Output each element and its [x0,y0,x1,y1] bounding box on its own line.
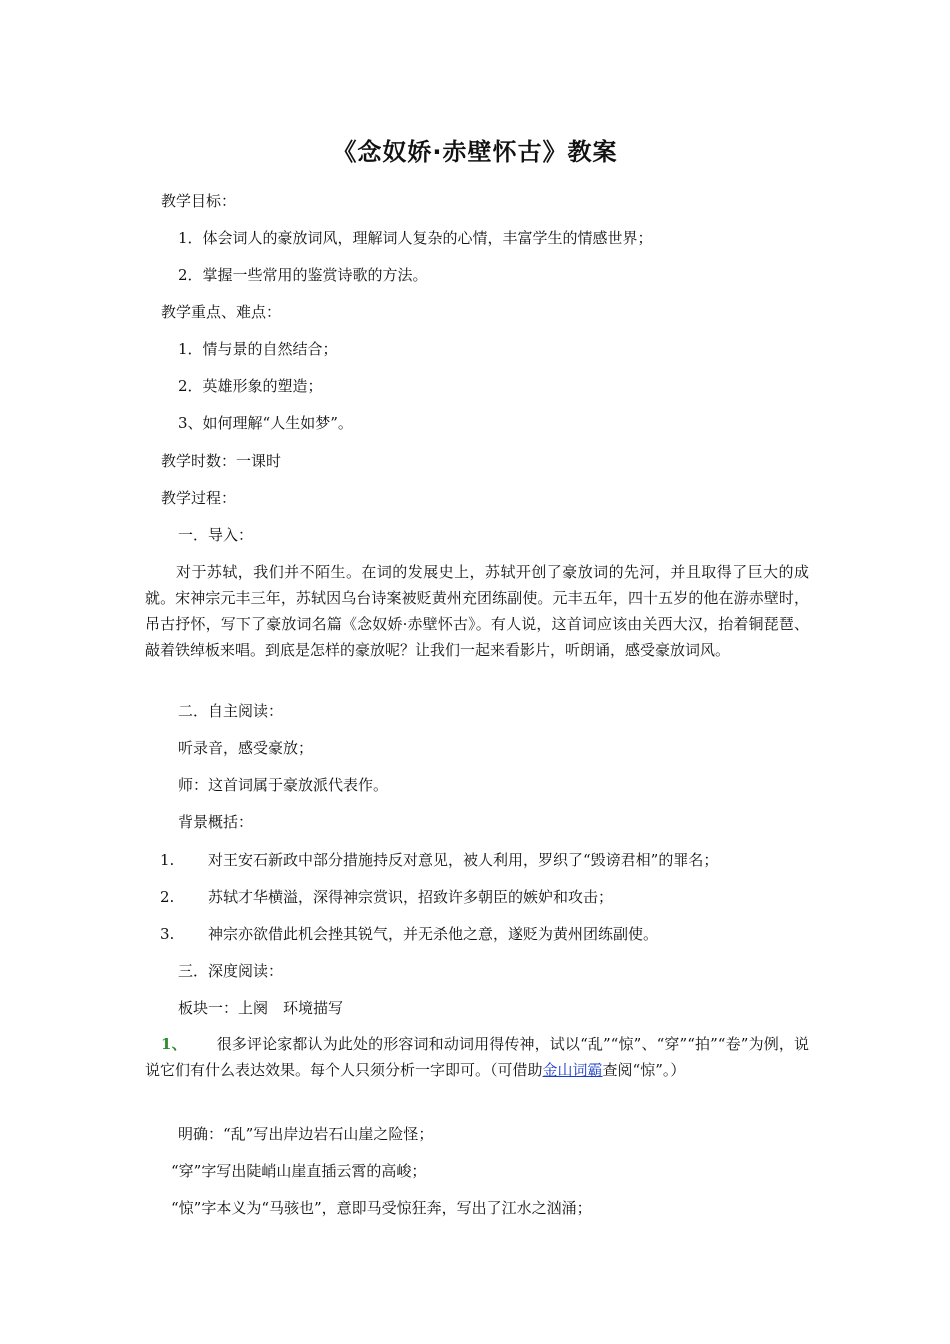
section-heading: 三．深度阅读： [178,962,284,980]
answer-line: 明确：“乱”写出岸边岩石山崖之险怪； [178,1125,434,1143]
key-point-item: 1．情与景的自然结合； [178,340,338,358]
objective-item: 1．体会词人的豪放词风，理解词人复杂的心情，丰富学生的情感世界； [178,229,653,247]
background-item [160,887,613,907]
dictionary-link[interactable]: 金山词霸 [542,1061,603,1079]
background-item [160,924,658,944]
process-heading: 教学过程： [161,489,237,507]
key-points-heading: 教学重点、难点： [161,303,282,321]
background-item-text: 对王安石新政中部分措施持反对意见，被人利用，罗织了“毁谤君相”的罪名； [208,851,719,869]
objectives-heading: 教学目标： [161,192,237,210]
background-item-number: 1. [160,851,175,869]
background-item-number: 2. [160,888,175,906]
background-item-number: 3. [160,925,175,943]
background-item-text: 苏轼才华横溢，深得神宗赏识，招致许多朝臣的嫉妒和攻击； [208,888,614,906]
answer-line: “穿”字写出陡峭山崖直插云霄的高峻； [171,1162,427,1180]
background-item-text: 神宗亦欲借此机会挫其锐气，并无杀他之意，遂贬为黄州团练副使。 [208,925,659,943]
question-text: 很多评论家都认为此处的形容词和动词用得传神，试以“乱”“惊”、“穿”“拍”“卷”为例，说说它们有什么表达效果。每个人只须分析一字即可。（可借助 [145,1035,809,1079]
key-point-item: 2．英雄形象的塑造； [178,377,323,395]
background-item [160,850,718,870]
key-point-item: 3、如何理解“人生如梦”。 [178,414,353,432]
question-text-end: 查阅“惊”。） [602,1061,686,1079]
answer-line: “惊”字本义为“马骇也”，意即马受惊狂奔，写出了江水之汹涌； [171,1199,592,1217]
intro-paragraph: 对于苏轼，我们并不陌生。在词的发展史上，苏轼开创了豪放词的先河，并且取得了巨大的成就。宋神宗元丰三年，苏轼因乌台诗案被贬黄州充团练副使。元丰五年，四十五岁的他在游赤壁时，吊古抒怀，写下了豪放词名篇《念奴娇·赤壁怀古》。有人说，这首词应该由关西大汉，抬着铜琵琶、敲着铁绰板来唱。到底是怎样的豪放呢？让我们一起来看影片，听朗诵，感受豪放词风。 [145,563,809,659]
block-heading: 板块一：上阕 环境描写 [178,999,344,1017]
question-paragraph [145,1031,809,1083]
section-heading: 一．导入： [178,526,254,544]
class-hours: 教学时数：一课时 [161,452,282,470]
reading-line: 背景概括： [178,813,254,831]
document-title: 《念奴娇·赤壁怀古》教案 [332,138,618,166]
reading-line: 听录音，感受豪放； [178,739,314,757]
section-heading: 二．自主阅读： [178,702,284,720]
objective-item: 2．掌握一些常用的鉴赏诗歌的方法。 [178,266,428,284]
question-number: 1、 [161,1035,187,1053]
reading-line: 师：这首词属于豪放派代表作。 [178,776,389,794]
